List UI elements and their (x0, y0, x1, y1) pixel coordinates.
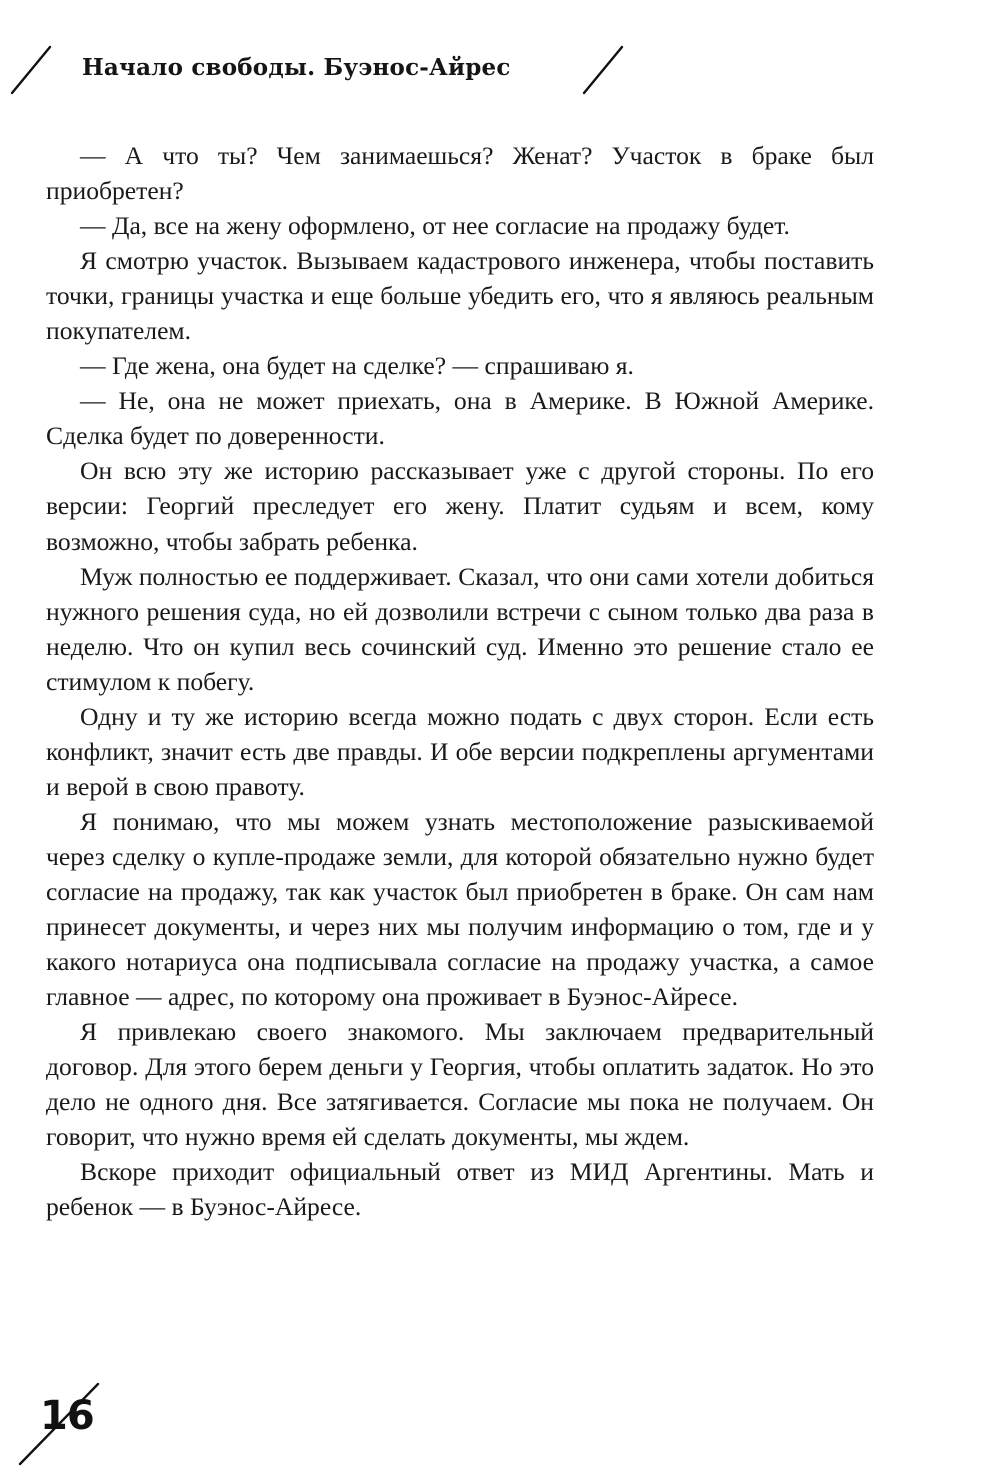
paragraph: — А что ты? Чем занимаешься? Женат? Участок в браке был приобретен? (46, 141, 874, 206)
paragraph: Муж полностью ее поддерживает. Сказал, что они сами хотели добиться нужного решения суда, но ей дозволили встречи с сыном только два раза в неделю. Что он купил весь сочинский суд. Именно это решение стало ее стимулом к побегу. (46, 561, 874, 696)
paragraph: Я смотрю участок. Вызываем кадастрового инженера, чтобы поставить точки, границы участка и еще больше убедить его, что я являюсь реальным покупателем. (46, 246, 874, 346)
paragraph: Я привлекаю своего знакомого. Мы заключаем предварительный договор. Для этого берем деньги у Георгия, чтобы оплатить задаток. Но это дело не одного дня. Все затягивается. Согласие мы пока не получаем. Он говорит, что нужно время ей сделать документы, мы ждем. (46, 1017, 874, 1152)
running-header-title: Начало свободы. Буэнос-Айрес (82, 54, 511, 81)
paragraph: — Не, она не может приехать, она в Америке. В Южной Америке. Сделка будет по доверенности. (46, 386, 874, 451)
paragraph: Вскоре приходит официальный ответ из МИД Аргентины. Мать и ребенок — в Буэнос-Айресе. (46, 1157, 874, 1222)
header-left-slash-decoration (8, 44, 54, 96)
header-right-slash-decoration (580, 44, 626, 96)
paragraph: Я понимаю, что мы можем узнать местоположение разыскиваемой через сделку о купле-продаже земли, для которой обязательно нужно будет согласие на продажу, так как участок был приобретен в браке. Он сам нам принесет документы, и через них мы получим информацию о том, где и у какого нотариуса она подписывала согласие на продажу участка, а самое главное — адрес, по которому она проживает в Буэнос-Айресе. (46, 806, 874, 1012)
paragraph: — Где жена, она будет на сделке? — спрашиваю я. (80, 351, 634, 381)
paragraph: — Да, все на жену оформлено, от нее согласие на продажу будет. (80, 211, 790, 241)
paragraph: Он всю эту же историю рассказывает уже с другой стороны. По его версии: Георгий преследует его жену. Платит судьям и всем, кому возможно, чтобы забрать ребенка. (46, 456, 874, 556)
paragraph: Одну и ту же историю всегда можно подать с двух сторон. Если есть конфликт, значит есть две правды. И обе версии подкреплены аргументами и верой в свою правоту. (46, 701, 874, 801)
main-text-body (46, 138, 874, 1224)
page-number: 16 (40, 1393, 94, 1439)
